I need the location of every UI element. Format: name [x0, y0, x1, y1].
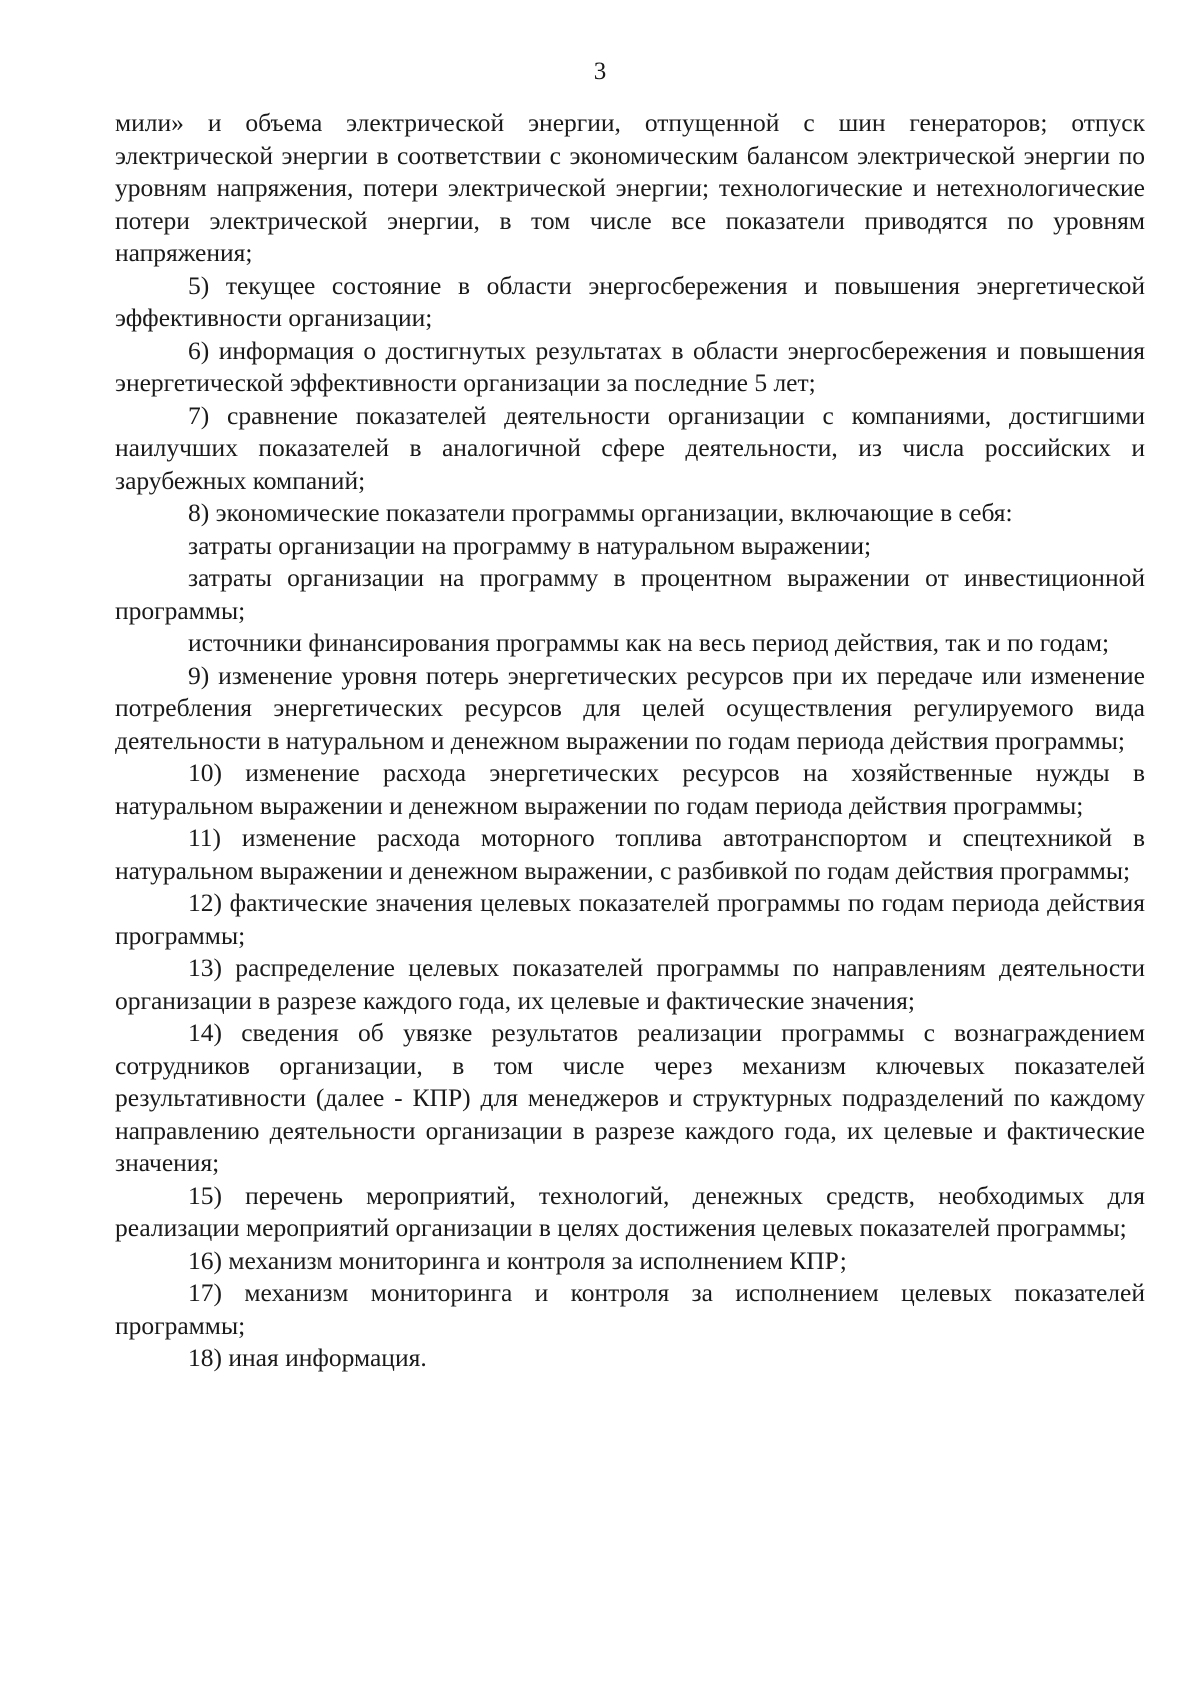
list-item-8-sub-1: затраты организации на программу в натуральном выражении;: [188, 530, 872, 560]
list-item-8-sub-3: источники финансирования программы как на весь период действия, так и по годам;: [188, 628, 1110, 657]
list-item-9: 9) изменение уровня потерь энергетических ресурсов при их передаче или изменение потребления энергетических ресурсов для целей осуществления регулируемого вида деятельности в натуральном и денежном выражении по годам периода действия программы;: [115, 660, 1145, 755]
list-item-18: 18) иная информация.: [188, 1343, 427, 1372]
list-item-14: 14) сведения об увязке результатов реализации программы с вознаграждением сотрудников организации, в том числе через механизм ключевых показателей результативности (далее - КПР) для менеджеров и структурных подразделений по каждому направлению деятельности организации в разрезе каждого года, их целевые и фактические значения;: [115, 1018, 1145, 1177]
list-item-16: 16) механизм мониторинга и контроля за исполнением КПР;: [188, 1245, 847, 1275]
list-item-12: 12) фактические значения целевых показателей программы по годам периода действия программы;: [115, 888, 1145, 950]
list-item-6: 6) информация о достигнутых результатах в области энергосбережения и повышения энергетической эффективности организации за последние 5 лет;: [115, 335, 1145, 397]
page-number: 3: [593, 58, 607, 85]
document-body: [115, 107, 1145, 1375]
list-item-15: 15) перечень мероприятий, технологий, денежных средств, необходимых для реализации мероприятий организации в целях достижения целевых показателей программы;: [115, 1180, 1145, 1242]
list-item-5: 5) текущее состояние в области энергосбережения и повышения энергетической эффективности организации;: [115, 270, 1145, 332]
list-item-7: 7) сравнение показателей деятельности организации с компаниями, достигшими наилучших показателей в аналогичной сфере деятельности, из числа российских и зарубежных компаний;: [115, 400, 1145, 495]
list-item-10: 10) изменение расхода энергетических ресурсов на хозяйственные нужды в натуральном выражении и денежном выражении по годам периода действия программы;: [115, 758, 1145, 820]
list-item-11: 11) изменение расхода моторного топлива автотранспортом и спецтехникой в натуральном выражении и денежном выражении, с разбивкой по годам действия программы;: [115, 823, 1145, 885]
list-item-13: 13) распределение целевых показателей программы по направлениям деятельности организации в разрезе каждого года, их целевые и фактические значения;: [115, 953, 1145, 1015]
paragraph-continuation: мили» и объема электрической энергии, отпущенной с шин генераторов; отпуск электрической энергии в соответствии с экономическим балансом электрической энергии по уровням напряжения, потери электрической энергии; технологические и нетехнологические потери электрической энергии, в том числе все показатели приводятся по уровням напряжения;: [115, 108, 1145, 267]
list-item-17: 17) механизм мониторинга и контроля за исполнением целевых показателей программы;: [115, 1278, 1145, 1340]
list-item-8: 8) экономические показатели программы организации, включающие в себя:: [188, 498, 1013, 527]
list-item-8-sub-2: затраты организации на программу в процентном выражении от инвестиционной программы;: [115, 563, 1145, 625]
